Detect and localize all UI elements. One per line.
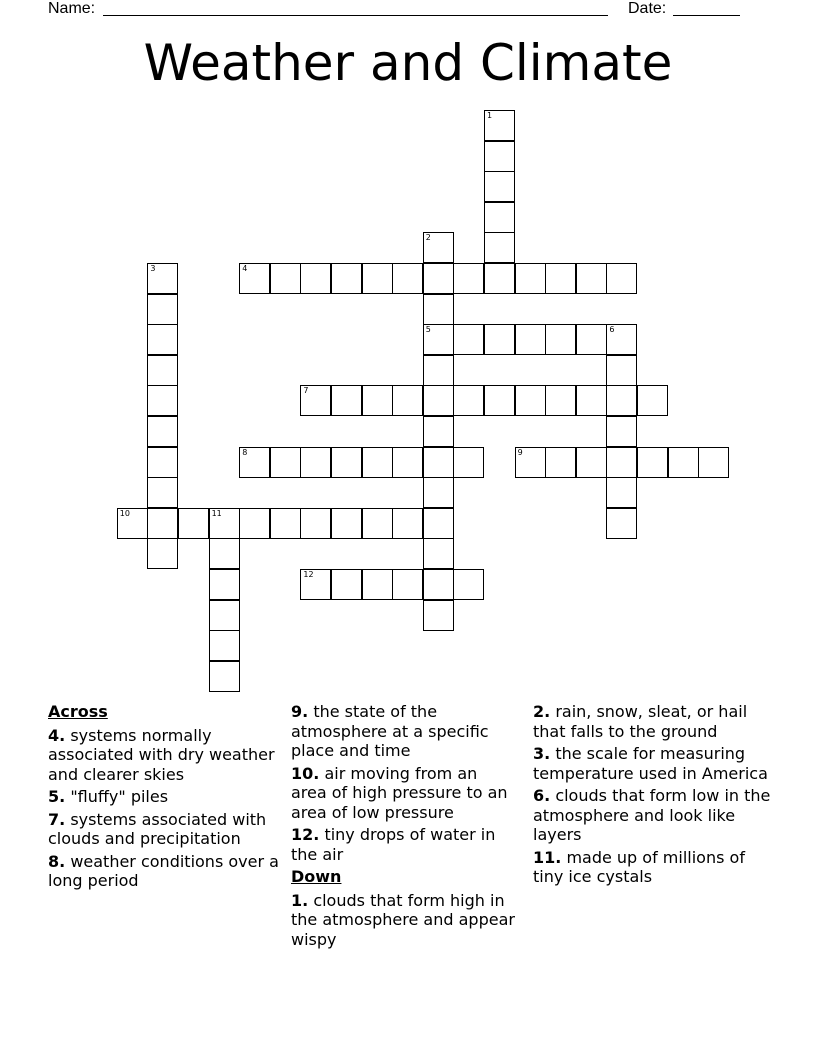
crossword-cell[interactable] bbox=[606, 385, 637, 416]
clue-number: 4. bbox=[48, 725, 66, 745]
crossword-cell[interactable] bbox=[484, 385, 515, 416]
crossword-cell[interactable] bbox=[545, 324, 576, 355]
clue-across-8 bbox=[48, 852, 288, 891]
crossword-cell[interactable] bbox=[209, 538, 240, 569]
clue-number: 1. bbox=[291, 890, 309, 910]
clue-text: systems associated with clouds and precipitation bbox=[48, 809, 267, 848]
clue-number: 10. bbox=[291, 763, 320, 783]
crossword-cell-3[interactable] bbox=[147, 263, 178, 294]
crossword-cell[interactable] bbox=[668, 447, 699, 478]
cell-number: 3 bbox=[150, 264, 156, 273]
crossword-cell[interactable] bbox=[606, 508, 637, 539]
clue-text: clouds that form low in the atmosphere and look like layers bbox=[533, 786, 771, 844]
cell-number: 1 bbox=[487, 111, 493, 120]
crossword-cell[interactable] bbox=[484, 202, 515, 233]
clue-down-2 bbox=[533, 702, 773, 741]
crossword-cell[interactable] bbox=[178, 508, 209, 539]
crossword-cell[interactable] bbox=[515, 263, 546, 294]
clue-across-12 bbox=[291, 825, 516, 864]
across-heading: Across bbox=[48, 702, 108, 721]
crossword-cell[interactable] bbox=[209, 630, 240, 661]
crossword-cell[interactable] bbox=[453, 447, 484, 478]
clue-number: 12. bbox=[291, 825, 320, 844]
crossword-cell[interactable] bbox=[515, 385, 546, 416]
crossword-cell[interactable] bbox=[270, 447, 301, 478]
cell-number: 12 bbox=[303, 570, 314, 579]
crossword-cell[interactable] bbox=[147, 385, 178, 416]
crossword-cell[interactable] bbox=[637, 447, 668, 478]
clue-text: tiny drops of water in the air bbox=[291, 825, 496, 864]
clue-text: rain, snow, sleat, or hail that falls to the ground bbox=[533, 702, 748, 741]
crossword-cell[interactable] bbox=[147, 355, 178, 386]
crossword-cell[interactable] bbox=[545, 263, 576, 294]
crossword-cell-2[interactable] bbox=[423, 232, 454, 263]
cell-number: 8 bbox=[242, 447, 248, 457]
crossword-cell[interactable] bbox=[484, 324, 515, 355]
clue-text: "fluffy" piles bbox=[70, 787, 169, 806]
clue-text: air moving from an area of high pressure to an area of low pressure bbox=[291, 763, 508, 822]
crossword-cell[interactable] bbox=[576, 385, 607, 416]
crossword-cell[interactable] bbox=[423, 600, 454, 631]
crossword-cell[interactable] bbox=[484, 232, 515, 263]
crossword-cell[interactable] bbox=[453, 385, 484, 416]
cell-number: 11 bbox=[211, 508, 222, 518]
clue-number: 9. bbox=[291, 702, 309, 721]
crossword-cell-4[interactable] bbox=[239, 263, 270, 294]
crossword-cell[interactable] bbox=[515, 324, 546, 355]
name-label: Name: bbox=[48, 0, 96, 17]
crossword-cell[interactable] bbox=[606, 477, 637, 508]
crossword-cell[interactable] bbox=[423, 355, 454, 386]
clue-number: 2. bbox=[533, 702, 551, 721]
crossword-cell[interactable] bbox=[576, 324, 607, 355]
clue-down-1 bbox=[291, 891, 516, 950]
crossword-cell[interactable] bbox=[331, 508, 362, 539]
clue-number: 5. bbox=[48, 787, 66, 806]
crossword-cell[interactable] bbox=[453, 569, 484, 600]
crossword-cell[interactable] bbox=[239, 508, 270, 539]
clue-column-3 bbox=[533, 702, 773, 890]
crossword-cell[interactable] bbox=[270, 263, 301, 294]
clue-column-2 bbox=[291, 702, 516, 952]
clue-across-9 bbox=[291, 702, 516, 761]
crossword-cell[interactable] bbox=[423, 569, 454, 600]
crossword-cell[interactable] bbox=[147, 294, 178, 325]
crossword-cell[interactable] bbox=[423, 508, 454, 539]
crossword-cell[interactable] bbox=[576, 263, 607, 294]
crossword-cell[interactable] bbox=[362, 508, 393, 539]
crossword-cell[interactable] bbox=[392, 263, 423, 294]
crossword-cell-7[interactable] bbox=[300, 385, 331, 416]
crossword-cell[interactable] bbox=[606, 263, 637, 294]
crossword-cell-6[interactable] bbox=[606, 324, 637, 355]
crossword-cell[interactable] bbox=[362, 263, 393, 294]
cell-number: 9 bbox=[517, 447, 523, 457]
crossword-cell[interactable] bbox=[423, 447, 454, 478]
crossword-cell[interactable] bbox=[147, 324, 178, 355]
crossword-cell-11[interactable] bbox=[209, 508, 240, 539]
crossword-cell-1[interactable] bbox=[484, 110, 515, 141]
crossword-cell[interactable] bbox=[423, 263, 454, 294]
crossword-cell[interactable] bbox=[331, 569, 362, 600]
crossword-cell[interactable] bbox=[606, 355, 637, 386]
crossword-cell[interactable] bbox=[484, 263, 515, 294]
crossword-cell[interactable] bbox=[606, 416, 637, 447]
clue-number: 6. bbox=[533, 786, 551, 805]
clue-column-1 bbox=[48, 702, 288, 894]
clue-number: 7. bbox=[48, 809, 66, 829]
clue-down-3 bbox=[533, 744, 773, 783]
crossword-cell[interactable] bbox=[698, 447, 729, 478]
clue-text: the state of the atmosphere at a specific place and time bbox=[291, 702, 489, 760]
clue-down-6 bbox=[533, 786, 773, 845]
crossword-cell[interactable] bbox=[423, 477, 454, 508]
crossword-cell-12[interactable] bbox=[300, 569, 331, 600]
crossword-cell[interactable] bbox=[423, 294, 454, 325]
crossword-cell[interactable] bbox=[545, 447, 576, 478]
crossword-cell[interactable] bbox=[331, 385, 362, 416]
clue-across-4 bbox=[48, 726, 288, 785]
crossword-cell[interactable] bbox=[270, 508, 301, 539]
page-title: Weather and Climate bbox=[143, 34, 673, 92]
crossword-cell[interactable] bbox=[147, 416, 178, 447]
date-label: Date: bbox=[628, 0, 667, 17]
clue-number: 3. bbox=[533, 744, 551, 763]
crossword-cell[interactable] bbox=[453, 324, 484, 355]
clue-text: systems normally associated with dry weather and clearer skies bbox=[48, 725, 275, 784]
header bbox=[48, 0, 748, 20]
crossword-cell[interactable] bbox=[331, 447, 362, 478]
crossword-cell[interactable] bbox=[392, 508, 423, 539]
crossword-cell[interactable] bbox=[362, 569, 393, 600]
down-heading: Down bbox=[291, 867, 342, 886]
cell-number: 6 bbox=[609, 325, 615, 335]
crossword-cell[interactable] bbox=[209, 600, 240, 631]
crossword-cell[interactable] bbox=[147, 538, 178, 569]
clue-down-11 bbox=[533, 848, 773, 887]
crossword-cell[interactable] bbox=[392, 569, 423, 600]
crossword-cell[interactable] bbox=[331, 263, 362, 294]
clue-across-5 bbox=[48, 787, 288, 807]
clue-across-10 bbox=[291, 764, 516, 823]
crossword-cell-5[interactable] bbox=[423, 324, 454, 355]
crossword-cell[interactable] bbox=[576, 447, 607, 478]
crossword-cell-9[interactable] bbox=[515, 447, 546, 478]
crossword-cell[interactable] bbox=[423, 416, 454, 447]
crossword-cell[interactable] bbox=[147, 477, 178, 508]
cell-number: 10 bbox=[119, 508, 130, 518]
cell-number: 7 bbox=[303, 386, 309, 396]
clue-text: made up of millions of tiny ice cystals bbox=[533, 847, 745, 886]
crossword-cell[interactable] bbox=[362, 447, 393, 478]
crossword-cell[interactable] bbox=[423, 385, 454, 416]
clue-number: 8. bbox=[48, 851, 66, 871]
clue-text: clouds that form high in the atmosphere and appear wispy bbox=[291, 890, 515, 949]
crossword-cell-8[interactable] bbox=[239, 447, 270, 478]
date-line[interactable] bbox=[673, 15, 740, 16]
crossword-cell[interactable] bbox=[392, 447, 423, 478]
crossword-cell[interactable] bbox=[453, 263, 484, 294]
cell-number: 4 bbox=[242, 264, 248, 273]
crossword-cell[interactable] bbox=[147, 447, 178, 478]
crossword-cell[interactable] bbox=[209, 569, 240, 600]
crossword-cell[interactable] bbox=[606, 447, 637, 478]
crossword-cell[interactable] bbox=[300, 508, 331, 539]
crossword-cell-10[interactable] bbox=[117, 508, 148, 539]
crossword-cell[interactable] bbox=[484, 171, 515, 202]
crossword-cell[interactable] bbox=[545, 385, 576, 416]
name-line[interactable] bbox=[103, 15, 608, 16]
crossword-cell[interactable] bbox=[423, 538, 454, 569]
cell-number: 5 bbox=[425, 325, 431, 335]
crossword-cell[interactable] bbox=[484, 141, 515, 172]
clue-text: weather conditions over a long period bbox=[48, 851, 279, 890]
crossword-cell[interactable] bbox=[300, 263, 331, 294]
clue-number: 11. bbox=[533, 847, 562, 867]
cell-number: 2 bbox=[425, 233, 431, 243]
crossword-cell[interactable] bbox=[362, 385, 393, 416]
clue-text: the scale for measuring temperature used in America bbox=[533, 744, 768, 783]
crossword-cell[interactable] bbox=[392, 385, 423, 416]
crossword-cell[interactable] bbox=[147, 508, 178, 539]
crossword-cell[interactable] bbox=[209, 661, 240, 692]
crossword-cell[interactable] bbox=[637, 385, 668, 416]
crossword-cell[interactable] bbox=[300, 447, 331, 478]
clue-across-7 bbox=[48, 810, 288, 849]
